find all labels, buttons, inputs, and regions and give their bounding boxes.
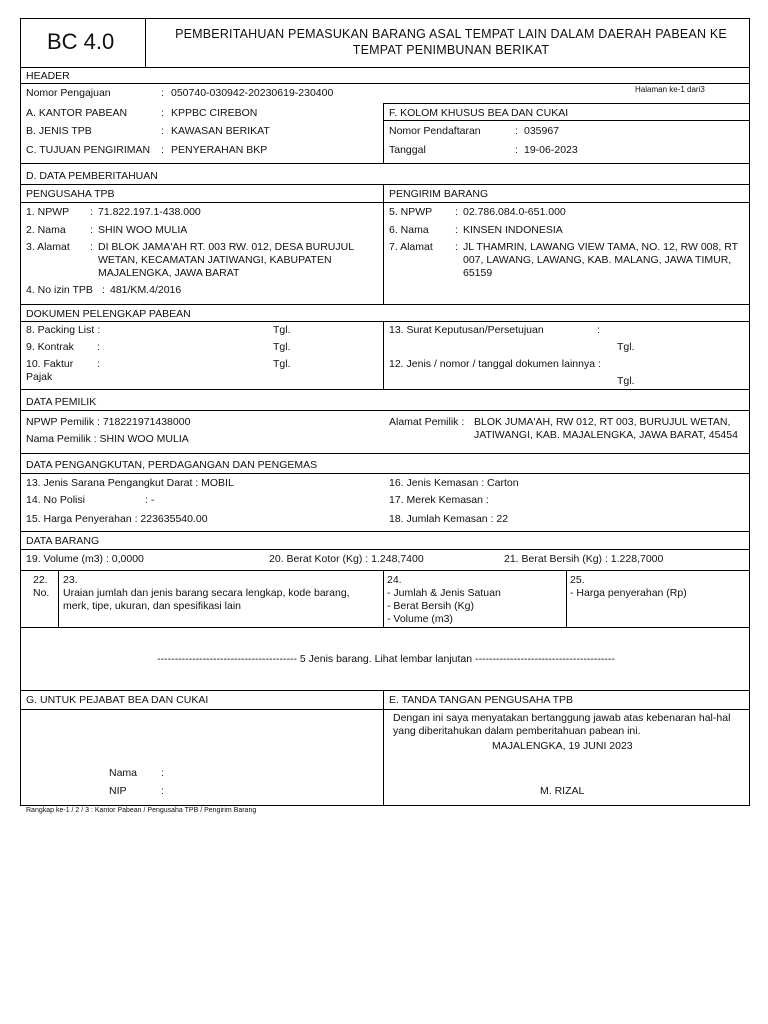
colon: : bbox=[161, 767, 164, 779]
colon: : bbox=[97, 358, 100, 370]
alamat-value: DI BLOK JAMA'AH RT. 003 RW. 012, DESA BURUJUL WETAN, KECAMATAN JATIWANGI, KABUPATEN MAJALENGKA, JAWA BARAT bbox=[98, 241, 354, 279]
col25-text: - Harga penyerahan (Rp) bbox=[570, 587, 687, 599]
volume: 19. Volume (m3) : 0,0000 bbox=[26, 553, 144, 565]
no-polisi-value: : - bbox=[145, 494, 155, 506]
col23-number: 23. bbox=[63, 574, 78, 586]
surat-keputusan-tgl: Tgl. bbox=[617, 341, 635, 353]
col24-line3: - Volume (m3) bbox=[387, 613, 453, 625]
colon: : bbox=[455, 224, 458, 236]
nama-pejabat-label: Nama bbox=[109, 767, 138, 779]
tanda-tangan-label: E. TANDA TANGAN PENGUSAHA TPB bbox=[389, 694, 573, 706]
colon: : bbox=[90, 206, 93, 218]
colon: : bbox=[161, 87, 164, 99]
pengirim-alamat-value: JL THAMRIN, LAWANG VIEW TAMA, NO. 12, RW 008, RT 007, LAWANG, LAWANG, KAB. MALANG, JAWA TIMUR, 65159 bbox=[463, 241, 738, 279]
nama-value: SHIN WOO MULIA bbox=[98, 224, 188, 236]
harga-penyerahan: 15. Harga Penyerahan : 223635540.00 bbox=[26, 513, 208, 525]
halaman-label: Halaman ke-1 dari3 bbox=[635, 85, 705, 94]
nomor-pendaftaran-label: Nomor Pendaftaran bbox=[389, 125, 481, 137]
colon: : bbox=[515, 125, 518, 137]
kontrak-tgl: Tgl. bbox=[273, 341, 291, 353]
pejabat-label: G. UNTUK PEJABAT BEA DAN CUKAI bbox=[26, 694, 209, 706]
col24-number: 24. bbox=[387, 574, 402, 586]
col24-line1: - Jumlah & Jenis Satuan bbox=[387, 587, 501, 599]
pengirim-npwp-value: 02.786.084.0-651.000 bbox=[463, 206, 566, 218]
pengirim-npwp-label: 5. NPWP bbox=[389, 206, 433, 218]
kantor-pabean-value: KPPBC CIREBON bbox=[171, 107, 258, 119]
jenis-kemasan: 16. Jenis Kemasan : Carton bbox=[389, 477, 519, 489]
pengirim-barang-label: PENGIRIM BARANG bbox=[389, 188, 489, 200]
npwp-pemilik: NPWP Pemilik : 718221971438000 bbox=[26, 416, 191, 428]
colon: : bbox=[90, 241, 93, 253]
nomor-pengajuan-value: 050740-030942-20230619-230400 bbox=[171, 87, 334, 99]
data-pemilik-label: DATA PEMILIK bbox=[26, 396, 97, 408]
colon: : bbox=[161, 107, 164, 119]
pernyataan-text: Dengan ini saya menyatakan bertanggung jawab atas kebenaran hal-hal yang diberitahukan dalam pemberitahuan pabean ini. bbox=[393, 712, 731, 737]
colon: : bbox=[455, 241, 458, 253]
col25-number: 25. bbox=[570, 574, 585, 586]
col22-number: 22. bbox=[33, 574, 48, 586]
kolom-khusus-label: F. KOLOM KHUSUS BEA DAN CUKAI bbox=[389, 107, 569, 119]
pengirim-nama-value: KINSEN INDONESIA bbox=[463, 224, 563, 236]
colon: : bbox=[161, 144, 164, 156]
faktur-tgl: Tgl. bbox=[273, 358, 291, 370]
tujuan-value: PENYERAHAN BKP bbox=[171, 144, 268, 156]
colon: : bbox=[102, 284, 105, 296]
npwp-label: 1. NPWP bbox=[26, 206, 70, 218]
pengirim-alamat-label: 7. Alamat bbox=[389, 241, 433, 253]
tempat-tanggal: MAJALENGKA, 19 JUNI 2023 bbox=[492, 740, 633, 752]
packing-list-label: 8. Packing List : bbox=[26, 324, 101, 336]
alamat-pemilik-label: Alamat Pemilik : bbox=[389, 416, 465, 428]
tanggal-value: 19-06-2023 bbox=[524, 144, 578, 156]
colon: : bbox=[161, 785, 164, 797]
surat-keputusan-label: 13. Surat Keputusan/Persetujuan bbox=[389, 324, 544, 336]
rangkap-note: Rangkap ke-1 / 2 / 3 : Kantor Pabean / Pengusaha TPB / Pengirim Barang bbox=[26, 807, 257, 814]
jenis-sarana: 13. Jenis Sarana Pengangkut Darat : MOBIL bbox=[26, 477, 234, 489]
izin-tpb-value: 481/KM.4/2016 bbox=[110, 284, 182, 296]
jenis-tpb-value: KAWASAN BERIKAT bbox=[171, 125, 270, 137]
merek-kemasan: 17. Merek Kemasan : bbox=[389, 494, 489, 506]
col24-line2: - Berat Bersih (Kg) bbox=[387, 600, 474, 612]
dokumen-pelengkap-label: DOKUMEN PELENGKAP PABEAN bbox=[26, 308, 191, 320]
lanjutan-note: ---------------------------------------- 5 Jenis barang. Lihat lembar lanjutan ---------------------------------------- bbox=[157, 653, 615, 665]
faktur-pajak-label: 10. Faktur Pajak bbox=[26, 358, 74, 383]
bc40-form bbox=[20, 18, 750, 806]
packing-list-tgl: Tgl. bbox=[273, 324, 291, 336]
kantor-pabean-label: A. KANTOR PABEAN bbox=[26, 107, 128, 119]
jumlah-kemasan: 18. Jumlah Kemasan : 22 bbox=[389, 513, 509, 525]
nomor-pengajuan-label: Nomor Pengajuan bbox=[26, 87, 111, 99]
colon: : bbox=[90, 224, 93, 236]
pengirim-nama-label: 6. Nama bbox=[389, 224, 429, 236]
nama-label: 2. Nama bbox=[26, 224, 66, 236]
jenis-dokumen-label: 12. Jenis / nomor / tanggal dokumen lainnya : bbox=[389, 358, 601, 370]
nama-pemilik: Nama Pemilik : SHIN WOO MULIA bbox=[26, 433, 189, 445]
data-pengangkutan-label: DATA PENGANGKUTAN, PERDAGANGAN DAN PENGEMAS bbox=[26, 459, 318, 471]
jenis-dokumen-tgl: Tgl. bbox=[617, 375, 635, 387]
penandatangan: M. RIZAL bbox=[540, 785, 585, 797]
pengusaha-tpb-label: PENGUSAHA TPB bbox=[26, 188, 115, 200]
npwp-value: 71.822.197.1-438.000 bbox=[98, 206, 201, 218]
colon: : bbox=[455, 206, 458, 218]
data-barang-label: DATA BARANG bbox=[26, 535, 100, 547]
form-code: BC 4.0 bbox=[47, 29, 115, 54]
col22-text: No. bbox=[33, 587, 50, 599]
colon: : bbox=[97, 341, 100, 353]
colon: : bbox=[161, 125, 164, 137]
nip-label: NIP bbox=[109, 785, 127, 797]
form-title: PEMBERITAHUAN PEMASUKAN BARANG ASAL TEMPAT LAIN DALAM DAERAH PABEAN KE TEMPAT PENIMBUNAN BERIKAT bbox=[175, 27, 727, 57]
tanggal-label: Tanggal bbox=[389, 144, 426, 156]
colon: : bbox=[515, 144, 518, 156]
jenis-tpb-label: B. JENIS TPB bbox=[26, 125, 92, 137]
alamat-pemilik-value: BLOK JUMA'AH, RW 012, RT 003, BURUJUL WETAN, JATIWANGI, KAB. MAJALENGKA, JAWA BARAT, 45454 bbox=[474, 416, 738, 441]
kontrak-label: 9. Kontrak bbox=[26, 341, 74, 353]
izin-tpb-label: 4. No izin TPB bbox=[26, 284, 93, 296]
nomor-pendaftaran-value: 035967 bbox=[524, 125, 560, 137]
alamat-label: 3. Alamat bbox=[26, 241, 70, 253]
tujuan-label: C. TUJUAN PENGIRIMAN bbox=[26, 144, 151, 156]
header-section-label: HEADER bbox=[26, 70, 70, 82]
col23-text: Uraian jumlah dan jenis barang secara lengkap, kode barang, merk, tipe, ukuran, dan spesifikasi lain bbox=[63, 587, 350, 612]
colon: : bbox=[597, 324, 600, 336]
no-polisi-label: 14. No Polisi bbox=[26, 494, 85, 506]
berat-kotor: 20. Berat Kotor (Kg) : 1.248,7400 bbox=[269, 553, 424, 565]
data-pemberitahuan-label: D. DATA PEMBERITAHUAN bbox=[26, 170, 158, 182]
berat-bersih: 21. Berat Bersih (Kg) : 1.228,7000 bbox=[504, 553, 664, 565]
